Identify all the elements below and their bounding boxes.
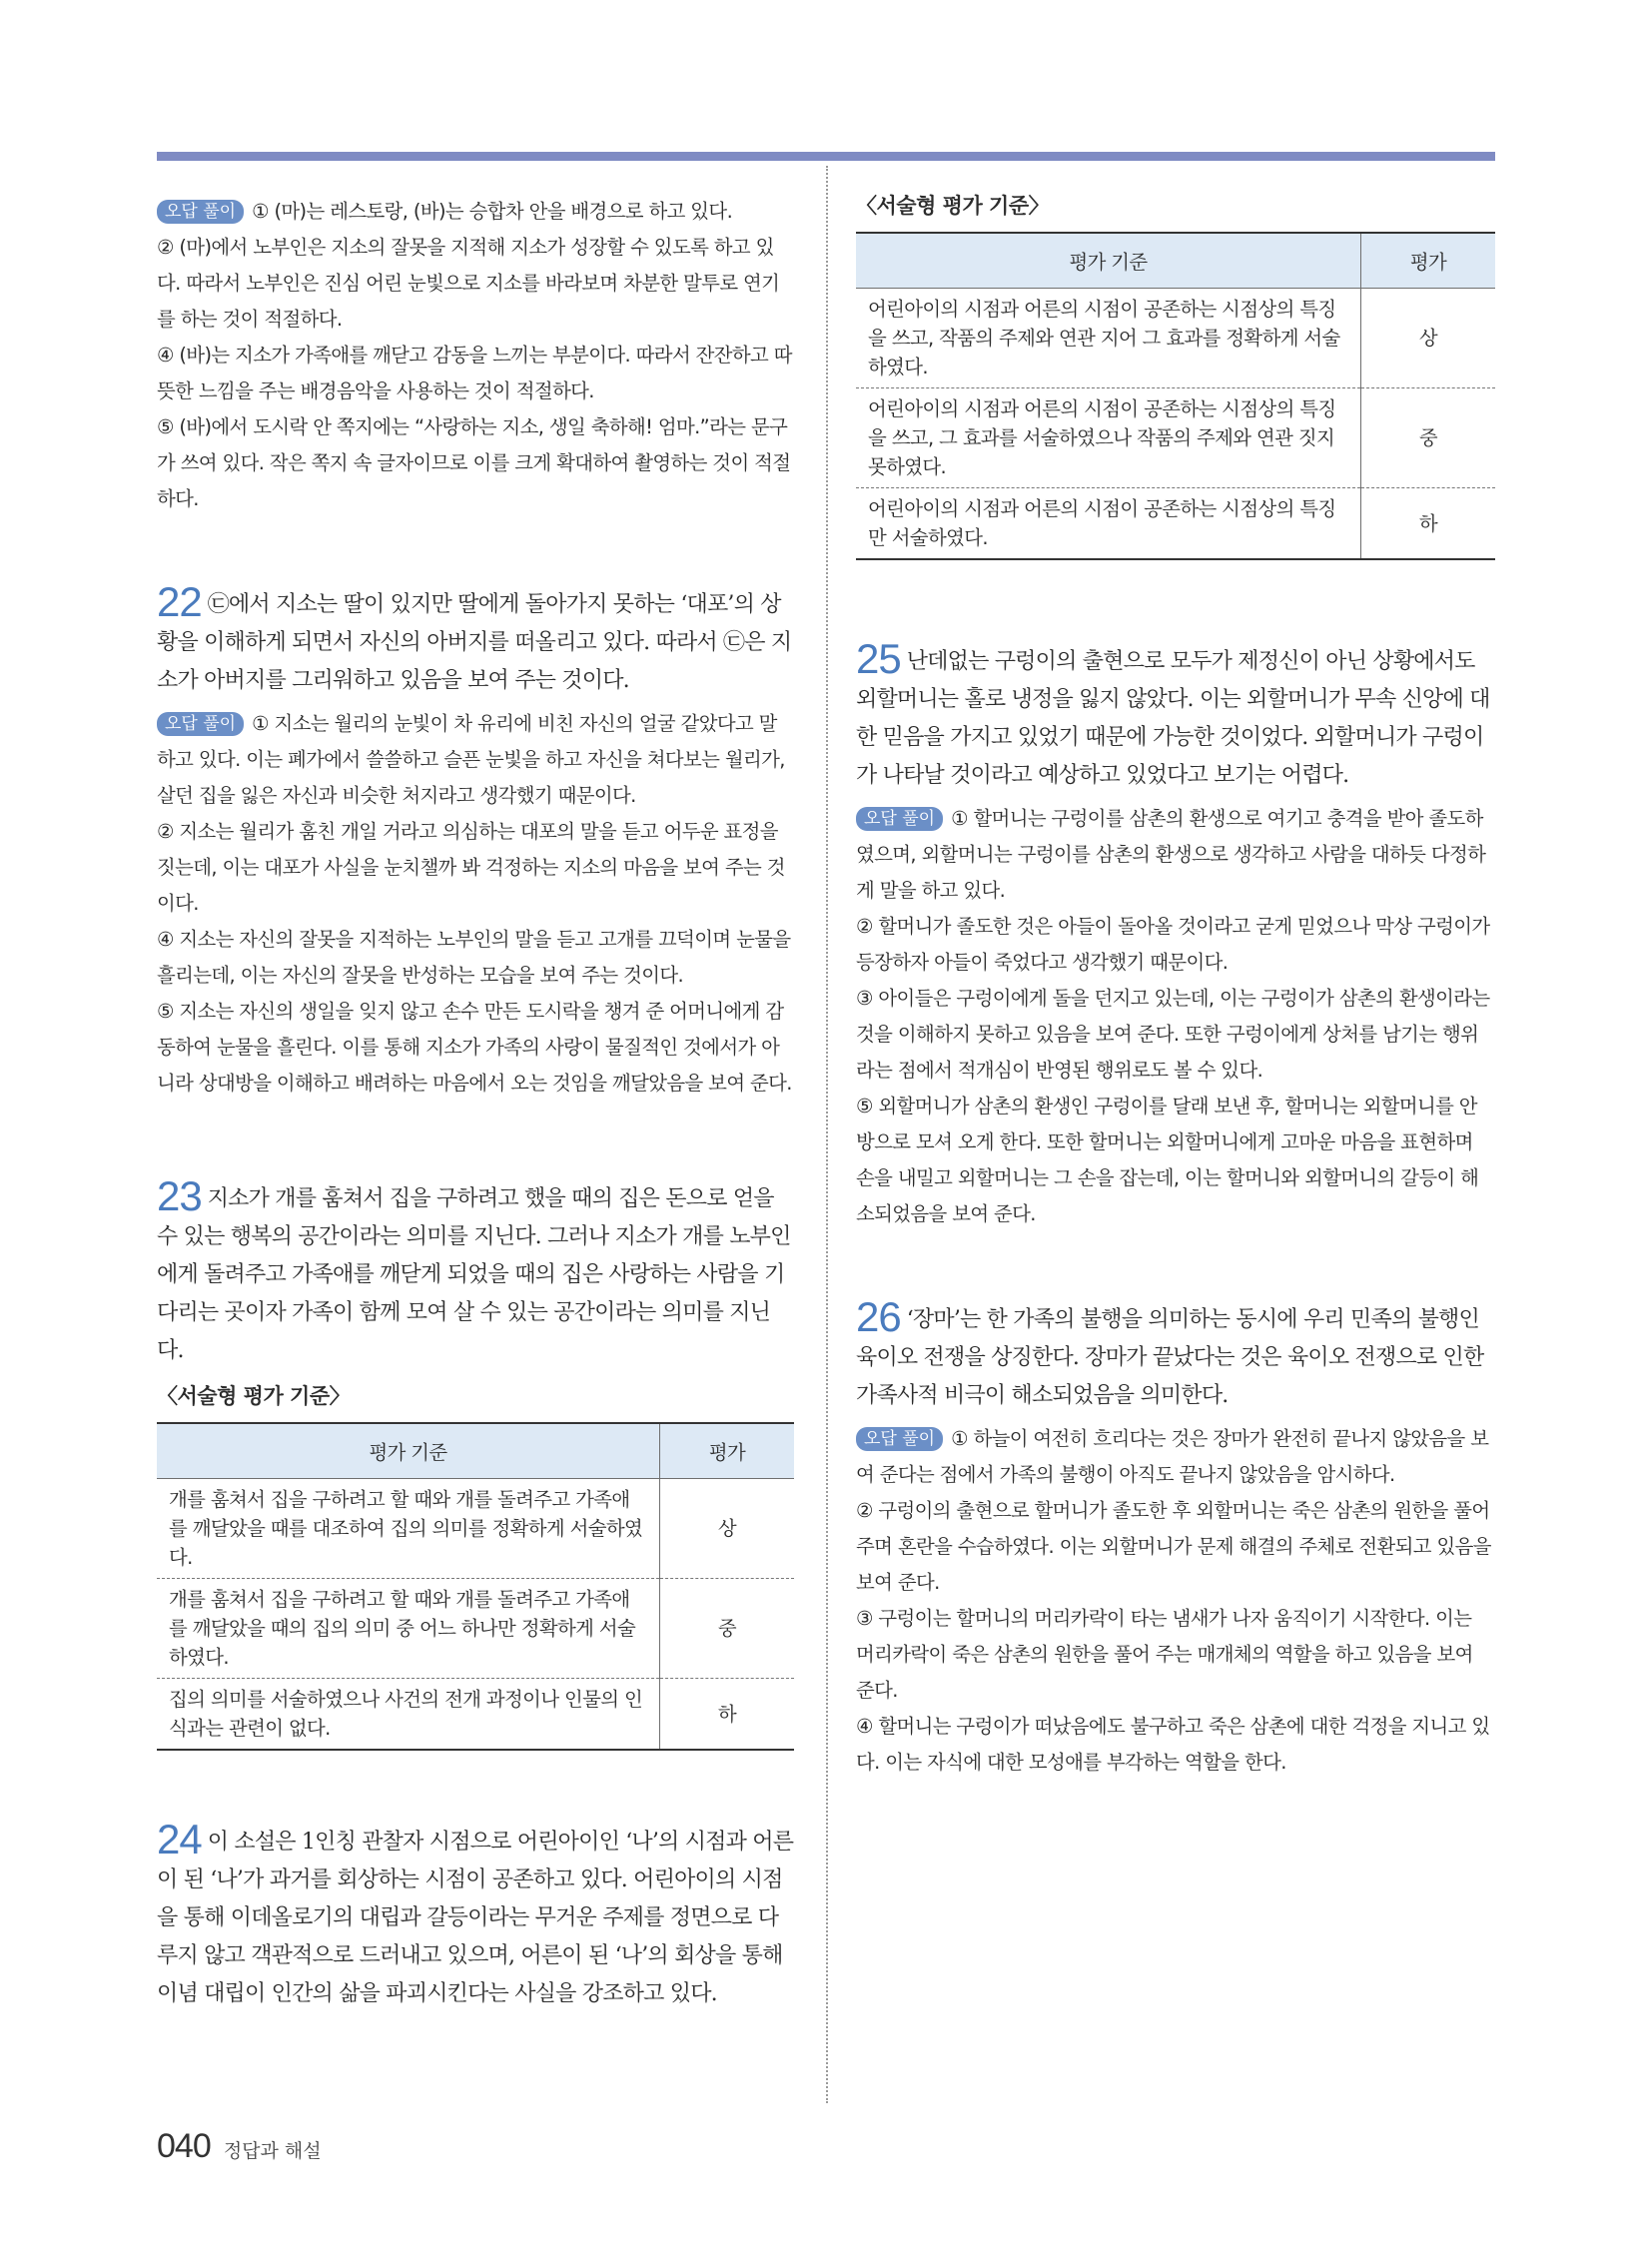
question-number: 26 [856,1293,901,1340]
note-line: 오답 풀이 ① 할머니는 구렁이를 삼촌의 환생으로 여기고 충격을 받아 졸도하였으며, 외할머니는 구렁이를 삼촌의 환생으로 생각하고 사람을 대하듯 다정하게 말을 하고 있다. [856,807,1486,902]
answer-text: ‘장마’는 한 가족의 불행을 의미하는 동시에 우리 민족의 불행인 육이오 전쟁을 상징한다. 장마가 끝났다는 것은 육이오 전쟁으로 인한 가족사적 비극이 해소되었음을 의미한다. [856,1307,1484,1408]
question-22 [157,578,794,1102]
note-line: 오답 풀이 ① 하늘이 여전히 흐리다는 것은 장마가 완전히 끝나지 않았음을 보여 준다는 점에서 가족의 불행이 아직도 끝나지 않았음을 암시하다. [856,1427,1489,1486]
note-line: ⑤ 외할머니가 삼촌의 환생인 구렁이를 달래 보낸 후, 할머니는 외할머니를 안방으로 모셔 오게 한다. 또한 할머니는 외할머니에게 고마운 마음을 표현하며 손을 내밀고 외할머니는 그 손을 잡는데, 이는 할머니와 외할머니의 갈등이 해소되었음을 보여 준다. [856,1095,1479,1225]
note-block [856,1421,1495,1781]
question-24-criteria [856,190,1495,560]
note-block [157,194,794,517]
grade-cell: 하 [660,1679,795,1751]
question-number: 22 [157,578,202,625]
question-number: 24 [157,1816,202,1863]
table-header-criterion: 평가 기준 [157,1423,660,1479]
note-line: ③ 구렁이는 할머니의 머리카락이 타는 냄새가 나자 움직이기 시작한다. 이는 머리카락이 죽은 삼촌의 원한을 풀어 주는 매개체의 역할을 하고 있음을 보여 준다. [856,1607,1473,1702]
grade-cell: 하 [1361,488,1496,560]
criteria-table [157,1422,794,1751]
question-25 [856,635,1495,1232]
note-line: ⑤ 지소는 자신의 생일을 잊지 않고 손수 만든 도시락을 챙겨 준 어머니에게 감동하여 눈물을 흘린다. 이를 통해 지소가 가족의 사랑이 물질적인 것에서가 아니라 상대방을 이해하고 배려하는 마음에서 오는 것임을 깨달았음을 보여 준다. [157,1000,792,1095]
note-line: ③ 아이들은 구렁이에게 돌을 던지고 있는데, 이는 구렁이가 삼촌의 환생이라는 것을 이해하지 못하고 있음을 보여 준다. 또한 구렁이에게 상처를 남기는 행위라는 점에서 적개심이 반영된 행위로도 볼 수 있다. [856,987,1490,1082]
footer-label: 정답과 해설 [223,2140,322,2162]
note-line: ② 지소는 월리가 훔친 개일 거라고 의심하는 대포의 말을 듣고 어두운 표정을 짓는데, 이는 대포가 사실을 눈치챌까 봐 걱정하는 지소의 마음을 보여 주는 것이다. [157,820,785,915]
note-line: ④ 지소는 자신의 잘못을 지적하는 노부인의 말을 듣고 고개를 끄덕이며 눈물을 흘리는데, 이는 자신의 잘못을 반성하는 모습을 보여 주는 것이다. [157,928,791,987]
answer-text: 난데없는 구렁이의 출현으로 모두가 제정신이 아닌 상황에서도 외할머니는 홀로 냉정을 잃지 않았다. 이는 외할머니가 무속 신앙에 대한 믿음을 가지고 있었기 때문에 가능한 것이었다. 외할머니가 구렁이가 나타날 것이라고 예상하고 있었다고 보기는 어렵다. [856,649,1490,788]
criterion-cell: 어린아이의 시점과 어른의 시점이 공존하는 시점상의 특징을 쓰고, 그 효과를 서술하였으나 작품의 주제와 연관 짓지 못하였다. [856,388,1361,488]
grade-cell: 상 [660,1479,795,1579]
criterion-cell: 어린아이의 시점과 어른의 시점이 공존하는 시점상의 특징만 서술하였다. [856,488,1361,560]
wrong-answer-badge: 오답 풀이 [157,200,244,224]
grade-cell: 중 [1361,388,1496,488]
header-accent-bar [157,152,1495,161]
question-26 [856,1293,1495,1781]
answer-text: ㉢에서 지소는 딸이 있지만 딸에게 돌아가지 못하는 ‘대포’의 상황을 이해하게 되면서 자신의 아버지를 떠올리고 있다. 따라서 ㉢은 지소가 아버지를 그리워하고 있음을 보여 주는 것이다. [157,592,792,693]
note-line: 오답 풀이 ① (마)는 레스토랑, (바)는 승합차 안을 배경으로 하고 있다. [157,194,794,230]
note-block [157,706,794,1102]
table-row [157,1679,794,1751]
criteria-table [856,232,1495,560]
column-divider [826,166,828,2103]
question-23 [157,1172,794,1751]
note-line: ⑤ (바)에서 도시락 안 쪽지에는 “사랑하는 지소, 생일 축하해! 엄마.”라는 문구가 쓰여 있다. 작은 쪽지 속 글자이므로 이를 크게 확대하여 촬영하는 것이 적절하다. [157,415,791,510]
page-footer [157,2127,322,2166]
table-row [856,488,1495,560]
note-line: 오답 풀이 ① 지소는 월리의 눈빛이 차 유리에 비친 자신의 얼굴 같았다고 말하고 있다. 이는 폐가에서 쓸쓸하고 슬픈 눈빛을 하고 자신을 쳐다보는 월리가, 살던 집을 잃은 자신과 비슷한 처지라고 생각했기 때문이다. [157,712,785,807]
criterion-cell: 개를 훔쳐서 집을 구하려고 할 때와 개를 돌려주고 가족애를 깨달았을 때의 집의 의미 중 어느 하나만 정확하게 서술하였다. [157,1579,660,1679]
table-row [856,289,1495,388]
left-column [157,190,794,2013]
table-header-grade: 평가 [660,1423,795,1479]
grade-cell: 중 [660,1579,795,1679]
right-column [856,190,1495,1781]
answer-text: 지소가 개를 훔쳐서 집을 구하려고 했을 때의 집은 돈으로 얻을 수 있는 행복의 공간이라는 의미를 지닌다. 그러나 지소가 개를 노부인에게 돌려주고 가족애를 깨닫게 되었을 때의 집은 사랑하는 사람을 기다리는 곳이자 가족이 함께 모여 살 수 있는 공간이라는 의미를 지닌다. [157,1186,791,1363]
note-line: ④ 할머니는 구렁이가 떠났음에도 불구하고 죽은 삼촌에 대한 걱정을 지니고 있다. 이는 자식에 대한 모성애를 부각하는 역할을 한다. [856,1715,1490,1774]
criterion-cell: 어린아이의 시점과 어른의 시점이 공존하는 시점상의 특징을 쓰고, 작품의 주제와 연관 지어 그 효과를 정확하게 서술하였다. [856,289,1361,388]
wrong-answer-badge: 오답 풀이 [856,807,943,831]
note-line: ② 할머니가 졸도한 것은 아들이 돌아올 것이라고 굳게 믿었으나 막상 구렁이가 등장하자 아들이 죽었다고 생각했기 때문이다. [856,915,1490,974]
table-row [157,1579,794,1679]
criteria-title: 〈서술형 평가 기준〉 [157,1384,351,1408]
note-line: ② 구렁이의 출현으로 할머니가 졸도한 후 외할머니는 죽은 삼촌의 원한을 풀어 주며 혼란을 수습하였다. 이는 외할머니가 문제 해결의 주체로 전환되고 있음을 보여 준다. [856,1499,1491,1594]
note-line: ④ (바)는 지소가 가족애를 깨닫고 감동을 느끼는 부분이다. 따라서 잔잔하고 따뜻한 느낌을 주는 배경음악을 사용하는 것이 적절하다. [157,344,792,402]
wrong-answer-badge: 오답 풀이 [856,1427,943,1451]
table-row [856,388,1495,488]
note-line: ② (마)에서 노부인은 지소의 잘못을 지적해 지소가 성장할 수 있도록 하고 있다. 따라서 노부인은 진심 어린 눈빛으로 지소를 바라보며 차분한 말투로 연기를 하는 것이 적절하다. [157,236,780,331]
question-number: 25 [856,635,901,682]
question-24 [157,1816,794,2013]
wrong-answer-badge: 오답 풀이 [157,712,244,736]
grade-cell: 상 [1361,289,1496,388]
table-row [157,1479,794,1579]
table-header-criterion: 평가 기준 [856,233,1361,289]
page-number: 040 [157,2127,211,2165]
criterion-cell: 집의 의미를 서술하였으나 사건의 전개 과정이나 인물의 인식과는 관련이 없다. [157,1679,660,1751]
answer-text: 이 소설은 1인칭 관찰자 시점으로 어린아이인 ‘나’의 시점과 어른이 된 ‘나’가 과거를 회상하는 시점이 공존하고 있다. 어린아이의 시점을 통해 이데올로기의 대립과 갈등이라는 무거운 주제를 정면으로 다루지 않고 객관적으로 드러내고 있으며, 어른이 된 ‘나’의 회상을 통해 이념 대립이 인간의 삶을 파괴시킨다는 사실을 강조하고 있다. [157,1830,794,2006]
criteria-title: 〈서술형 평가 기준〉 [856,194,1050,218]
criterion-cell: 개를 훔쳐서 집을 구하려고 할 때와 개를 돌려주고 가족애를 깨달았을 때를 대조하여 집의 의미를 정확하게 서술하였다. [157,1479,660,1579]
note-block [856,801,1495,1232]
question-number: 23 [157,1172,202,1219]
table-header-grade: 평가 [1361,233,1496,289]
